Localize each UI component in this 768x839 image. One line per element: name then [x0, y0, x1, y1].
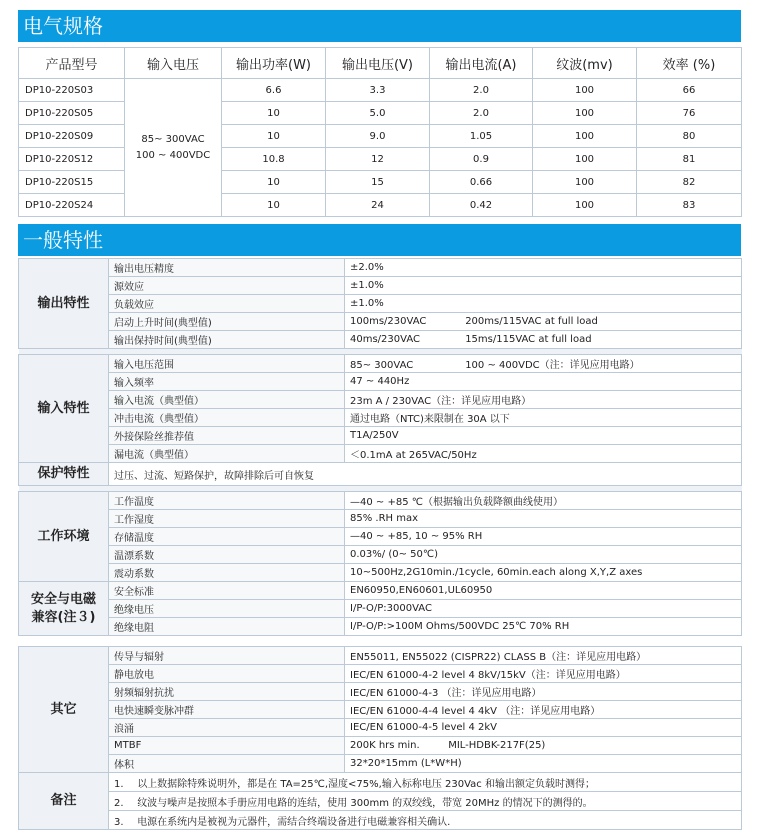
note-text: 以上数据除特殊说明外，都是在 TA=25℃,湿度<75%,输入标称电压 230Vac 和输出额定负载时测得； — [137, 778, 595, 790]
row-value — [345, 391, 742, 409]
category-safety-line2: 兼容(注３) — [31, 609, 96, 625]
row-label: 安全标准 — [109, 582, 345, 600]
value-text: 85~ 300VAC — [350, 360, 414, 371]
efficiency-cell: 82 — [637, 171, 742, 194]
note-text: 电源在系统内是被视为元器件，需结合终端设备进行电磁兼容相关确认. — [137, 816, 451, 828]
efficiency-cell: 80 — [637, 125, 742, 148]
power-cell: 10 — [222, 125, 326, 148]
row-label: 外接保险丝推荐值 — [109, 427, 345, 445]
header-model: 产品型号 — [19, 48, 125, 79]
table-row — [19, 79, 742, 102]
table-row — [19, 582, 742, 600]
row-label: 浪涌 — [109, 719, 345, 737]
general-characteristics-banner — [18, 224, 741, 256]
row-label: 启动上升时间(典型值) — [109, 313, 345, 331]
table-row — [19, 373, 742, 391]
efficiency-cell: 66 — [637, 79, 742, 102]
table-row — [19, 546, 742, 564]
table-row — [19, 600, 742, 618]
category-safety-line1: 安全与电磁 — [30, 591, 96, 607]
value-text-secondary: 15ms/115VAC at full load — [465, 334, 592, 345]
row-value — [345, 259, 742, 277]
value-text-secondary: 200ms/115VAC at full load — [465, 316, 598, 327]
row-label: 输入电压范围 — [109, 355, 345, 373]
value-text: 47 ~ 440Hz — [350, 376, 410, 387]
efficiency-cell: 83 — [637, 194, 742, 217]
power-cell: 10 — [222, 102, 326, 125]
ripple-cell: 100 — [533, 171, 637, 194]
row-label: 温漂系数 — [109, 546, 345, 564]
value-text: ＜0.1mA at 265VAC/50Hz — [350, 450, 477, 461]
header-output-current: 输出电流(A) — [430, 48, 533, 79]
row-label: 漏电流（典型值） — [109, 445, 345, 463]
section-gap — [19, 636, 742, 647]
note-row — [109, 792, 742, 811]
table-row — [19, 391, 742, 409]
row-label: 源效应 — [109, 277, 345, 295]
table-row — [19, 445, 742, 463]
row-value — [345, 427, 742, 445]
row-value — [345, 313, 742, 331]
protection-text: 过压、过流、短路保护，故障排除后可自恢复 — [109, 463, 742, 486]
power-cell: 10.8 — [222, 148, 326, 171]
row-value — [345, 355, 742, 373]
row-value: —40 ~ +85 ℃（根据输出负载降额曲线使用） — [345, 492, 742, 510]
power-cell: 10 — [222, 171, 326, 194]
row-label: 电快速瞬变脉冲群 — [109, 701, 345, 719]
row-label: 存储温度 — [109, 528, 345, 546]
model-cell: DP10-220S05 — [19, 102, 125, 125]
row-value: EN55011, EN55022 (CISPR22) CLASS B（注：详见应用电路） — [345, 647, 742, 665]
iout-cell: 0.66 — [430, 171, 533, 194]
electrical-spec-title: 电气规格 — [23, 14, 103, 38]
input-voltage-ac: 85~ 300VAC — [141, 133, 205, 145]
value-text: ±2.0% — [350, 262, 384, 273]
value-text: 通过电路（NTC)来限制在 30A 以下 — [350, 414, 510, 425]
row-value — [345, 277, 742, 295]
iout-cell: 1.05 — [430, 125, 533, 148]
vout-cell: 3.3 — [326, 79, 430, 102]
table-row — [19, 259, 742, 277]
table-row — [19, 277, 742, 295]
row-label: 射频辐射抗扰 — [109, 683, 345, 701]
note-number: 2. — [114, 797, 124, 809]
model-cell: DP10-220S09 — [19, 125, 125, 148]
row-label: 输入频率 — [109, 373, 345, 391]
table-row — [19, 355, 742, 373]
row-label: 震动系数 — [109, 564, 345, 582]
row-value: IEC/EN 61000-4-3 （注：详见应用电路） — [345, 683, 742, 701]
value-text: 200K hrs min. — [350, 740, 420, 751]
row-label: 绝缘电阻 — [109, 618, 345, 636]
ripple-cell: 100 — [533, 125, 637, 148]
table-row — [19, 313, 742, 331]
table-row — [19, 773, 742, 792]
power-cell: 6.6 — [222, 79, 326, 102]
table-row — [19, 427, 742, 445]
gap-cell — [19, 636, 742, 647]
row-label: 输出保持时间(典型值) — [109, 331, 345, 349]
category-other: 其它 — [19, 647, 109, 773]
ripple-cell: 100 — [533, 79, 637, 102]
table-row — [19, 811, 742, 830]
category-environment: 工作环境 — [19, 492, 109, 582]
row-value — [345, 331, 742, 349]
row-value: I/P-O/P:>100M Ohms/500VDC 25℃ 70% RH — [345, 618, 742, 636]
value-text: 100ms/230VAC — [350, 316, 427, 327]
table-row — [19, 564, 742, 582]
electrical-spec-banner — [18, 10, 741, 42]
row-value: 32*20*15mm (L*W*H) — [345, 755, 742, 773]
value-text: T1A/250V — [350, 430, 399, 441]
row-label: 负载效应 — [109, 295, 345, 313]
table-row — [19, 737, 742, 755]
category-safety — [19, 582, 109, 636]
value-text: ±1.0% — [350, 280, 384, 291]
row-label: 体积 — [109, 755, 345, 773]
model-cell: DP10-220S03 — [19, 79, 125, 102]
input-voltage-dc: 100 ~ 400VDC — [135, 149, 211, 161]
header-output-voltage: 输出电压(V) — [326, 48, 430, 79]
row-label: 传导与辐射 — [109, 647, 345, 665]
row-value — [345, 373, 742, 391]
row-label: 冲击电流（典型值） — [109, 409, 345, 427]
table-row — [19, 528, 742, 546]
ripple-cell: 100 — [533, 148, 637, 171]
row-value: 10~500Hz,2G10min./1cycle, 60min.each along X,Y,Z axes — [345, 564, 742, 582]
vout-cell: 24 — [326, 194, 430, 217]
general-characteristics-title: 一般特性 — [23, 228, 103, 252]
value-text: 40ms/230VAC — [350, 334, 420, 345]
note-number: 3. — [114, 816, 124, 828]
table-row — [19, 683, 742, 701]
table-row — [19, 618, 742, 636]
table-row — [19, 331, 742, 349]
row-value: —40 ~ +85, 10 ~ 95% RH — [345, 528, 742, 546]
row-value — [345, 409, 742, 427]
table-row — [19, 755, 742, 773]
value-text: ±1.0% — [350, 298, 384, 309]
category-input: 输入特性 — [19, 355, 109, 463]
input-voltage-cell — [125, 79, 222, 217]
row-value: IEC/EN 61000-4-2 level 4 8kV/15kV（注：详见应用电路） — [345, 665, 742, 683]
ripple-cell: 100 — [533, 194, 637, 217]
row-label: 工作温度 — [109, 492, 345, 510]
note-text: 纹波与噪声是按照本手册应用电路的连结，使用 300mm 的双绞线，带宽 20MHz 的情况下的测得的。 — [137, 797, 593, 809]
row-value: IEC/EN 61000-4-5 level 4 2kV — [345, 719, 742, 737]
note-row — [109, 773, 742, 792]
row-value — [345, 295, 742, 313]
efficiency-cell: 76 — [637, 102, 742, 125]
iout-cell: 2.0 — [430, 102, 533, 125]
vout-cell: 12 — [326, 148, 430, 171]
category-output: 输出特性 — [19, 259, 109, 349]
iout-cell: 0.42 — [430, 194, 533, 217]
header-ripple: 纹波(mv) — [533, 48, 637, 79]
row-label: 输入电流（典型值） — [109, 391, 345, 409]
table-row — [19, 510, 742, 528]
electrical-spec-table — [18, 47, 742, 217]
table-row — [19, 647, 742, 665]
row-value: 85% .RH max — [345, 510, 742, 528]
value-text-secondary: 100 ~ 400VDC（注：详见应用电路） — [465, 360, 640, 371]
row-label: 工作湿度 — [109, 510, 345, 528]
table-row — [19, 295, 742, 313]
efficiency-cell: 81 — [637, 148, 742, 171]
row-value: EN60950,EN60601,UL60950 — [345, 582, 742, 600]
note-row — [109, 811, 742, 830]
category-notes: 备注 — [19, 773, 109, 830]
table-row — [19, 409, 742, 427]
table-row — [19, 492, 742, 510]
ripple-cell: 100 — [533, 102, 637, 125]
model-cell: DP10-220S24 — [19, 194, 125, 217]
row-label: 输出电压精度 — [109, 259, 345, 277]
row-label: MTBF — [109, 737, 345, 755]
vout-cell: 5.0 — [326, 102, 430, 125]
row-value: 0.03%/ (0~ 50℃) — [345, 546, 742, 564]
header-efficiency: 效率 (%) — [637, 48, 742, 79]
table-row — [19, 665, 742, 683]
value-text-secondary: MIL-HDBK-217F(25) — [448, 740, 546, 751]
iout-cell: 2.0 — [430, 79, 533, 102]
row-value — [345, 445, 742, 463]
table-row — [19, 701, 742, 719]
row-value: IEC/EN 61000-4-4 level 4 4kV （注：详见应用电路） — [345, 701, 742, 719]
value-text: 23m A / 230VAC（注：详见应用电路） — [350, 396, 532, 407]
row-label: 绝缘电压 — [109, 600, 345, 618]
row-value — [345, 737, 742, 755]
table-row — [19, 792, 742, 811]
spec-header-row — [19, 48, 742, 79]
model-cell: DP10-220S15 — [19, 171, 125, 194]
vout-cell: 9.0 — [326, 125, 430, 148]
iout-cell: 0.9 — [430, 148, 533, 171]
model-cell: DP10-220S12 — [19, 148, 125, 171]
vout-cell: 15 — [326, 171, 430, 194]
category-protection: 保护特性 — [19, 463, 109, 486]
row-label: 静电放电 — [109, 665, 345, 683]
table-row — [19, 463, 742, 486]
row-value: I/P-O/P:3000VAC — [345, 600, 742, 618]
table-row — [19, 719, 742, 737]
general-characteristics-table — [18, 258, 742, 830]
header-output-power: 输出功率(W) — [222, 48, 326, 79]
header-input-voltage: 输入电压 — [125, 48, 222, 79]
power-cell: 10 — [222, 194, 326, 217]
note-number: 1. — [114, 778, 124, 790]
